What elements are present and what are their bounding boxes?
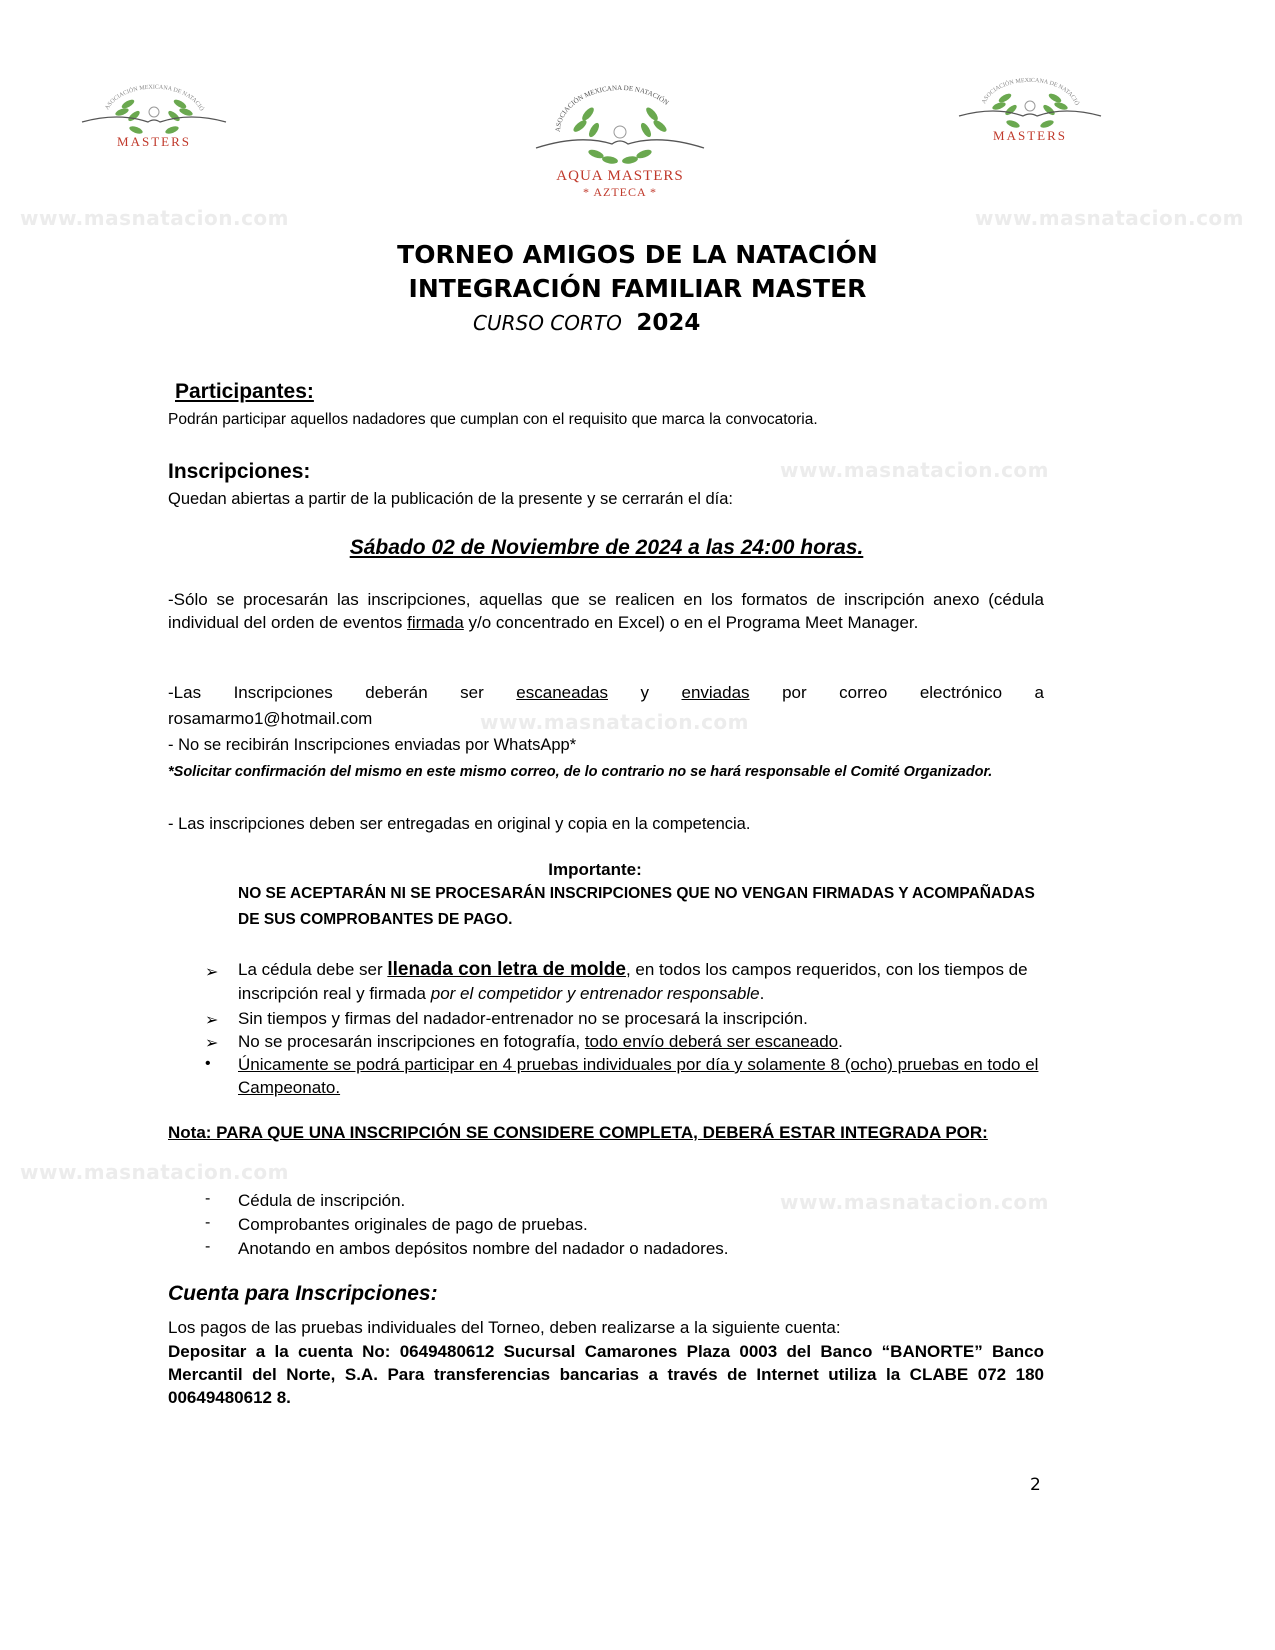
rule-underlined: todo envío deberá ser escaneado — [584, 1032, 839, 1051]
swimmer-laurel-icon — [78, 72, 230, 152]
rule-text: La cédula debe ser — [238, 960, 388, 979]
rule-text: , en todos los campos requeridos, con los tiempos de inscripción real y firmada — [238, 960, 1028, 1003]
rule-text: . — [759, 984, 765, 1003]
deadline: Sábado 02 de Noviembre de 2024 a las 24:00 horas. — [349, 536, 864, 559]
dot-bullet-icon: • — [205, 1055, 211, 1072]
watermark: www.masnatacion.com — [20, 1160, 290, 1184]
arrow-bullet-icon: ➢ — [205, 1012, 219, 1029]
title-line-1: TORNEO AMIGOS DE LA NATACIÓN — [397, 240, 878, 269]
rule-emphasis: llenada con letra de molde — [387, 959, 626, 980]
rule-italic: por el competidor y entrenador responsable — [430, 984, 760, 1003]
course-label: CURSO CORTO — [473, 311, 622, 335]
watermark: www.masnatacion.com — [20, 206, 290, 230]
arrow-bullet-icon: ➢ — [205, 1035, 219, 1052]
rule-text: No se procesarán inscripciones en fotografía, — [238, 1032, 585, 1051]
rule-item — [238, 1030, 843, 1053]
email-text-a: -Las Inscripciones deberán ser — [168, 683, 517, 702]
dash-bullet: - — [205, 1214, 211, 1231]
nota-item: Comprobantes originales de pago de pruebas. — [238, 1215, 588, 1234]
participantes-text: Podrán participar aquellos nadadores que cumplan con el requisito que marca la convocatoria. — [168, 411, 818, 428]
inscripciones-heading: Inscripciones: — [168, 460, 311, 483]
dash-bullet: - — [205, 1190, 211, 1207]
swimmer-laurel-icon — [955, 68, 1105, 146]
y-text: y — [607, 683, 682, 702]
cuenta-text: Los pagos de las pruebas individuales del Torneo, deben realizarse a la siguiente cuenta: — [168, 1318, 841, 1337]
inscripciones-text: Quedan abiertas a partir de la publicación de la presente y se cerrarán el día: — [168, 490, 734, 508]
arrow-bullet-icon: ➢ — [205, 964, 219, 981]
masters-logo-right — [955, 68, 1105, 146]
watermark: www.masnatacion.com — [780, 1190, 1050, 1214]
svg-text:* AZTECA *: * AZTECA * — [582, 185, 658, 199]
email-paragraph — [168, 682, 1044, 704]
watermark: www.masnatacion.com — [975, 206, 1245, 230]
svg-text:MASTERS: MASTERS — [117, 134, 191, 149]
title-line-2: INTEGRACIÓN FAMILIAR MASTER — [408, 274, 867, 303]
svg-text:AQUA MASTERS: AQUA MASTERS — [556, 168, 684, 184]
course-year: 2024 — [636, 310, 701, 336]
aqua-masters-azteca-logo — [530, 80, 710, 202]
rule-item — [238, 958, 1044, 1006]
original-copy-note: - Las inscripciones deben ser entregadas en original y copia en la competencia. — [168, 815, 751, 833]
svg-text:ASOCIACIÓN MEXICANA DE NATACIÓ: ASOCIACIÓN MEXICANA DE NATACIÓ — [981, 77, 1080, 107]
svg-text:MASTERS: MASTERS — [993, 128, 1067, 143]
watermark: www.masnatacion.com — [480, 710, 750, 734]
whatsapp-note: - No se recibirán Inscripciones enviadas por WhatsApp* — [168, 736, 577, 754]
importante-text: NO SE ACEPTARÁN NI SE PROCESARÁN INSCRIPCIONES QUE NO VENGAN FIRMADAS Y ACOMPAÑADAS DE SUS COMPROBANTES DE PAGO. — [238, 885, 1035, 928]
swimmer-laurel-icon — [530, 80, 710, 202]
email-link[interactable]: rosamarmo1@hotmail.com — [168, 709, 373, 728]
formats-text-b: y/o concentrado en Excel) o en el Programa Meet Manager. — [463, 613, 919, 632]
formats-paragraph — [168, 588, 1044, 634]
cuenta-details: Depositar a la cuenta No: 0649480612 Sucursal Camarones Plaza 0003 del Banco “BANORTE” Banco Mercantil del Norte, S.A. Para transferencias bancarias a través de Internet utiliza la CLABE 072 180 00649480612 8. — [168, 1342, 1044, 1407]
watermark: www.masnatacion.com — [780, 458, 1050, 482]
formats-text-a: -Sólo se procesarán las inscripciones, aquellas que se realicen en los formatos de inscripción anexo (cédula individual del orden de eventos — [168, 590, 1044, 632]
svg-text:ASOCIACIÓN MEXICANA DE NATACIÓ: ASOCIACIÓN MEXICANA DE NATACIÓN — [553, 83, 671, 133]
importante-heading: Importante: — [548, 860, 642, 879]
enviadas-text: enviadas — [681, 683, 750, 702]
dash-bullet: - — [205, 1238, 211, 1255]
rule-text: . — [838, 1032, 843, 1051]
rule-item: Únicamente se podrá participar en 4 pruebas individuales por día y solamente 8 (ocho) pruebas en todo el Campeonato. — [238, 1055, 1039, 1097]
page-number: 2 — [1030, 1475, 1041, 1495]
email-text-b: por correo electrónico a — [749, 683, 1044, 702]
nota-text: Nota: PARA QUE UNA INSCRIPCIÓN SE CONSIDERE COMPLETA, DEBERÁ ESTAR INTEGRADA POR: — [168, 1123, 988, 1142]
confirm-note: *Solicitar confirmación del mismo en este mismo correo, de lo contrario no se hará responsable el Comité Organizador. — [168, 764, 993, 780]
nota-item: Cédula de inscripción. — [238, 1191, 406, 1210]
nota-item: Anotando en ambos depósitos nombre del nadador o nadadores. — [238, 1239, 729, 1258]
firmada-text: firmada — [407, 613, 464, 632]
svg-text:ASOCIACIÓN MEXICANA DE NATACIÓ: ASOCIACIÓN MEXICANA DE NATACIÓ — [104, 84, 205, 113]
escaneadas-text: escaneadas — [516, 683, 608, 702]
cuenta-heading: Cuenta para Inscripciones: — [168, 1282, 438, 1305]
rule-item: Sin tiempos y firmas del nadador-entrenador no se procesará la inscripción. — [238, 1009, 808, 1028]
participantes-heading: Participantes: — [175, 380, 314, 403]
course-line — [473, 310, 700, 336]
masters-logo-left — [78, 72, 230, 152]
